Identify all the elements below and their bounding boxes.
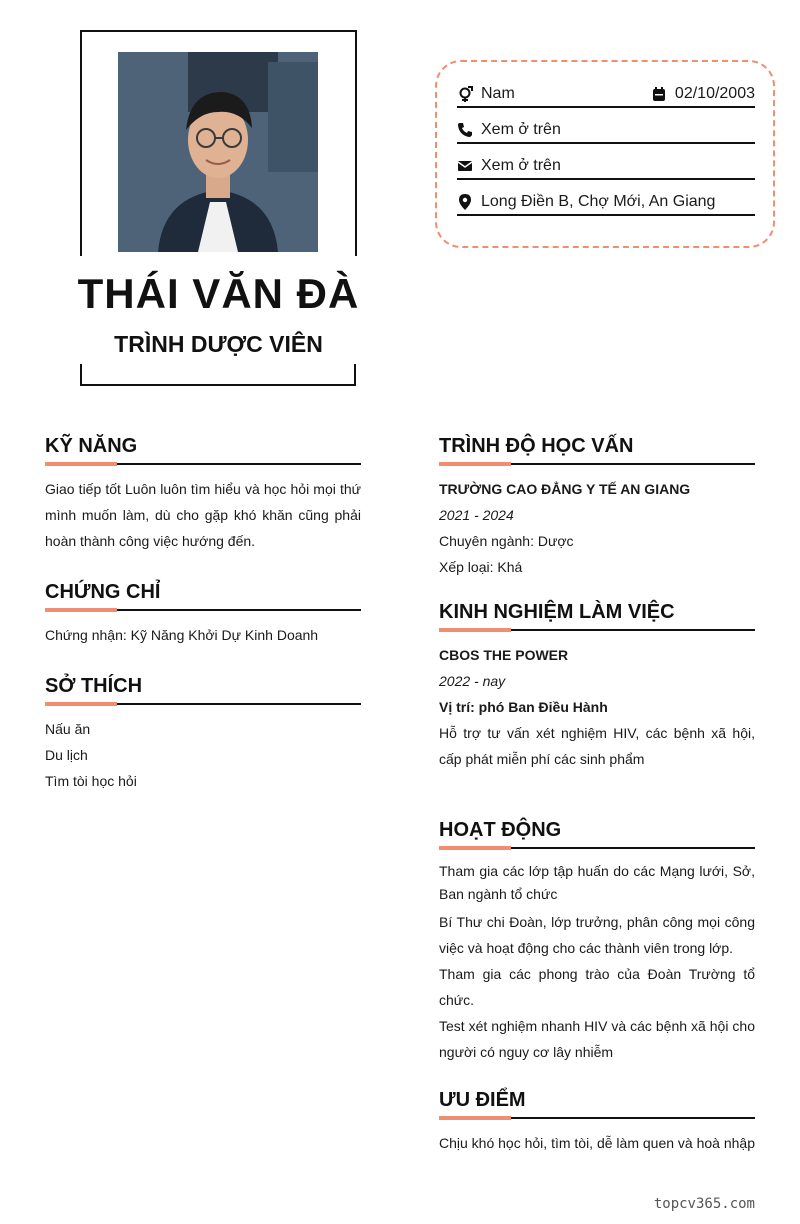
list-item: Du lịch (45, 747, 88, 763)
section-hobbies (45, 672, 361, 794)
list-item: Tham gia các phong trào của Đoàn Trường tổ chức. (439, 966, 755, 1008)
section-heading: HOẠT ĐỘNG (439, 819, 562, 841)
email-value: Xem ở trên (481, 157, 561, 174)
section-heading: SỞ THÍCH (45, 675, 143, 697)
company-name: CBOS THE POWER (439, 647, 569, 663)
certificates-text: Chứng nhận: Kỹ Năng Khởi Dự Kinh Doanh (45, 627, 319, 643)
candidate-name: THÁI VĂN ĐÀ (77, 270, 360, 317)
section-heading: KỸ NĂNG (45, 435, 138, 457)
section-divider (439, 1116, 755, 1120)
section-activities (439, 816, 755, 1065)
section-heading: KINH NGHIỆM LÀM VIỆC (439, 601, 675, 623)
list-item: Tìm tòi học hỏi (45, 773, 137, 789)
section-certificates (45, 578, 361, 648)
hobbies-list (45, 716, 361, 794)
education-period: 2021 - 2024 (439, 507, 514, 523)
experience-position: Vị trí: phó Ban Điều Hành (439, 699, 608, 715)
section-divider (439, 462, 755, 466)
phone-icon (457, 122, 473, 138)
address-value: Long Điền B, Chợ Mới, An Giang (481, 193, 716, 210)
header-frame-bottom (80, 364, 356, 386)
section-experience (439, 598, 755, 772)
strengths-text: Chịu khó học hỏi, tìm tòi, dễ làm quen và hoà nhập (439, 1135, 755, 1151)
phone-value: Xem ở trên (481, 121, 561, 138)
contact-row-address (457, 190, 755, 216)
section-skills (45, 432, 361, 554)
list-item: Bí Thư chi Đoàn, lớp trưởng, phân công mọi công việc và hoạt động cho các thành viên trong lớp. (439, 914, 755, 956)
list-item: Tham gia các lớp tập huấn do các Mạng lưới, Sở, Ban ngành tổ chức (439, 863, 755, 902)
experience-period: 2022 - nay (439, 673, 506, 689)
birthday-value: 02/10/2003 (674, 85, 755, 102)
skills-text: Giao tiếp tốt Luôn luôn tìm hiểu và học hỏi mọi thứ mình muốn làm, dù cho gặp khó khăn cũng phải hoàn thành công việc hướng đến. (45, 481, 361, 549)
contact-row-phone (457, 118, 755, 144)
profile-photo-illustration (118, 52, 318, 252)
list-item: Test xét nghiệm nhanh HIV và các bệnh xã hội cho người có nguy cơ lây nhiễm (439, 1018, 755, 1060)
section-heading: ƯU ĐIỂM (439, 1089, 526, 1111)
section-heading: TRÌNH ĐỘ HỌC VẤN (439, 435, 634, 457)
section-divider (45, 462, 361, 466)
contact-row-email (457, 154, 755, 180)
contact-row-gender-birthday (457, 82, 755, 108)
calendar-icon (651, 86, 667, 102)
section-divider (439, 628, 755, 632)
education-major: Chuyên ngành: Dược (439, 533, 574, 549)
section-strengths (439, 1086, 755, 1156)
footer-watermark: topcv365.com (653, 1196, 755, 1212)
section-divider (45, 608, 361, 612)
gender-value: Nam (481, 85, 515, 102)
section-education (439, 432, 755, 580)
section-heading: CHỨNG CHỈ (45, 581, 161, 603)
section-divider (45, 702, 361, 706)
candidate-title: TRÌNH DƯỢC VIÊN (114, 331, 323, 357)
contact-box (435, 60, 775, 248)
experience-description: Hỗ trợ tư vấn xét nghiệm HIV, các bệnh xã hội, cấp phát miễn phí các sinh phẩm (439, 725, 755, 767)
education-grade: Xếp loại: Khá (439, 559, 523, 575)
section-divider (439, 846, 755, 850)
profile-photo (118, 52, 318, 252)
email-icon (457, 158, 473, 174)
school-name: TRƯỜNG CAO ĐẲNG Y TẾ AN GIANG (439, 481, 691, 497)
gender-icon (457, 86, 473, 102)
list-item: Nấu ăn (45, 721, 91, 737)
location-icon (457, 194, 473, 210)
